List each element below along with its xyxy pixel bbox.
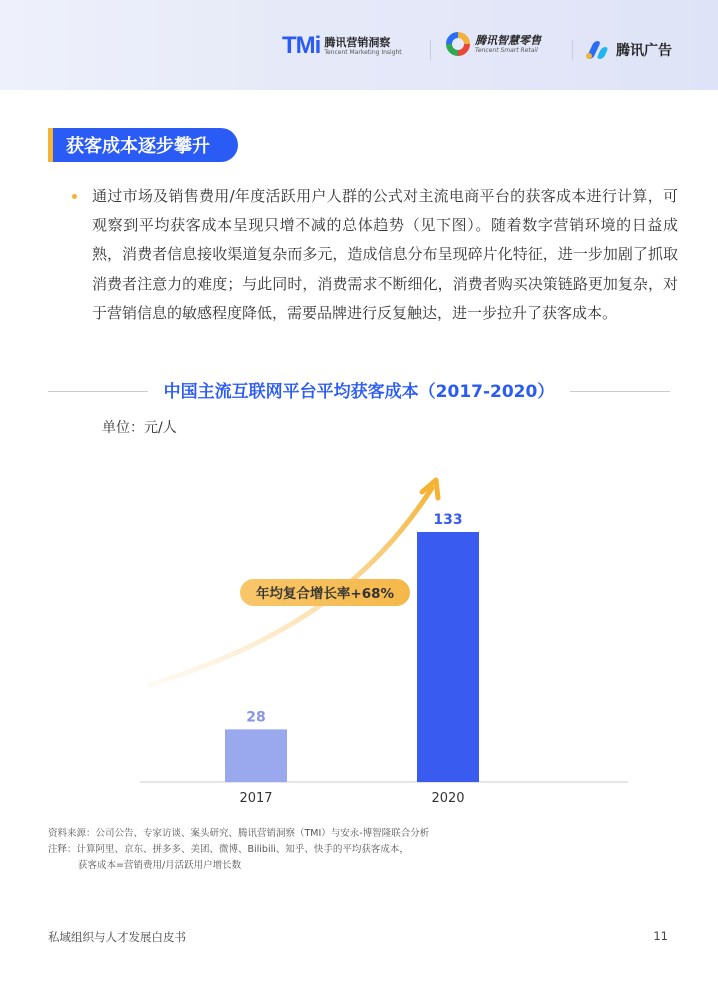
smart-retail-logo xyxy=(446,32,541,56)
tmi-logo-mark: TMi xyxy=(282,32,321,59)
page-number: 11 xyxy=(653,929,668,943)
header-divider xyxy=(572,40,573,60)
x-tick-2017: 2017 xyxy=(239,791,273,806)
tmi-logo xyxy=(282,32,402,60)
page-header xyxy=(0,0,718,90)
data-label-2020: 133 xyxy=(433,512,463,528)
body-paragraph: 通过市场及销售费用/年度活跃用户人群的公式对主流电商平台的获客成本进行计算，可观察到平均获客成本呈现只增不减的总体趋势（见下图）。随着数字营销环境的日益成熟，消费者信息接收渠道复杂而多元，造成信息分布呈现碎片化特征，进一步加剧了抓取消费者注意力的难度；与此同时，消费需求不断细化，消费者购买决策链路更加复杂，对于营销信息的敏感程度降低，需要品牌进行反复触达，进一步拉升了获客成本。 xyxy=(92,187,678,322)
calc-note: 注释：计算阿里、京东、拼多多、美团、微博、Bilibili、知乎、快手的平均获客成本， xyxy=(48,844,409,855)
cagr-annotation: 年均复合增长率+68% xyxy=(255,586,395,602)
x-tick-2020: 2020 xyxy=(431,791,465,806)
header-divider xyxy=(430,40,431,60)
smart-retail-logo-sub: Tencent Smart Retail xyxy=(475,46,538,54)
bar-chart xyxy=(0,450,718,810)
bar-2017 xyxy=(225,729,287,782)
tmi-logo-sub: Tencent Marketing Insight xyxy=(324,48,402,56)
tencent-ads-logo xyxy=(588,40,672,60)
chart-title-rule-right xyxy=(570,391,670,392)
tencent-ads-mark-icon xyxy=(588,41,610,59)
section-title: 获客成本逐步攀升 xyxy=(66,136,210,157)
chart-notes xyxy=(48,826,429,874)
data-label-2017: 28 xyxy=(246,709,266,726)
tmi-logo-name: 腾讯营销洞察 xyxy=(324,35,391,49)
section-title-pill xyxy=(48,128,238,162)
bar-2020 xyxy=(417,532,479,782)
chart-title-rule-left xyxy=(48,391,148,392)
chart-title: 中国主流互联网平台平均获客成本（2017-2020） xyxy=(163,382,555,402)
formula-note: 获客成本=营销费用/月活跃用户增长数 xyxy=(78,860,242,871)
smart-retail-ring-icon xyxy=(446,32,470,56)
smart-retail-logo-name: 腾讯智慧零售 xyxy=(475,33,541,47)
footer-title: 私域组织与人才发展白皮书 xyxy=(48,930,186,944)
source-note: 资料来源：公司公告、专家访谈、案头研究、腾讯营销洞察（TMI）与安永-博智隆联合分析 xyxy=(48,828,430,839)
tencent-ads-logo-name: 腾讯广告 xyxy=(616,43,672,59)
chart-unit-label: 单位：元/人 xyxy=(102,420,177,436)
bullet-dot xyxy=(72,194,77,199)
